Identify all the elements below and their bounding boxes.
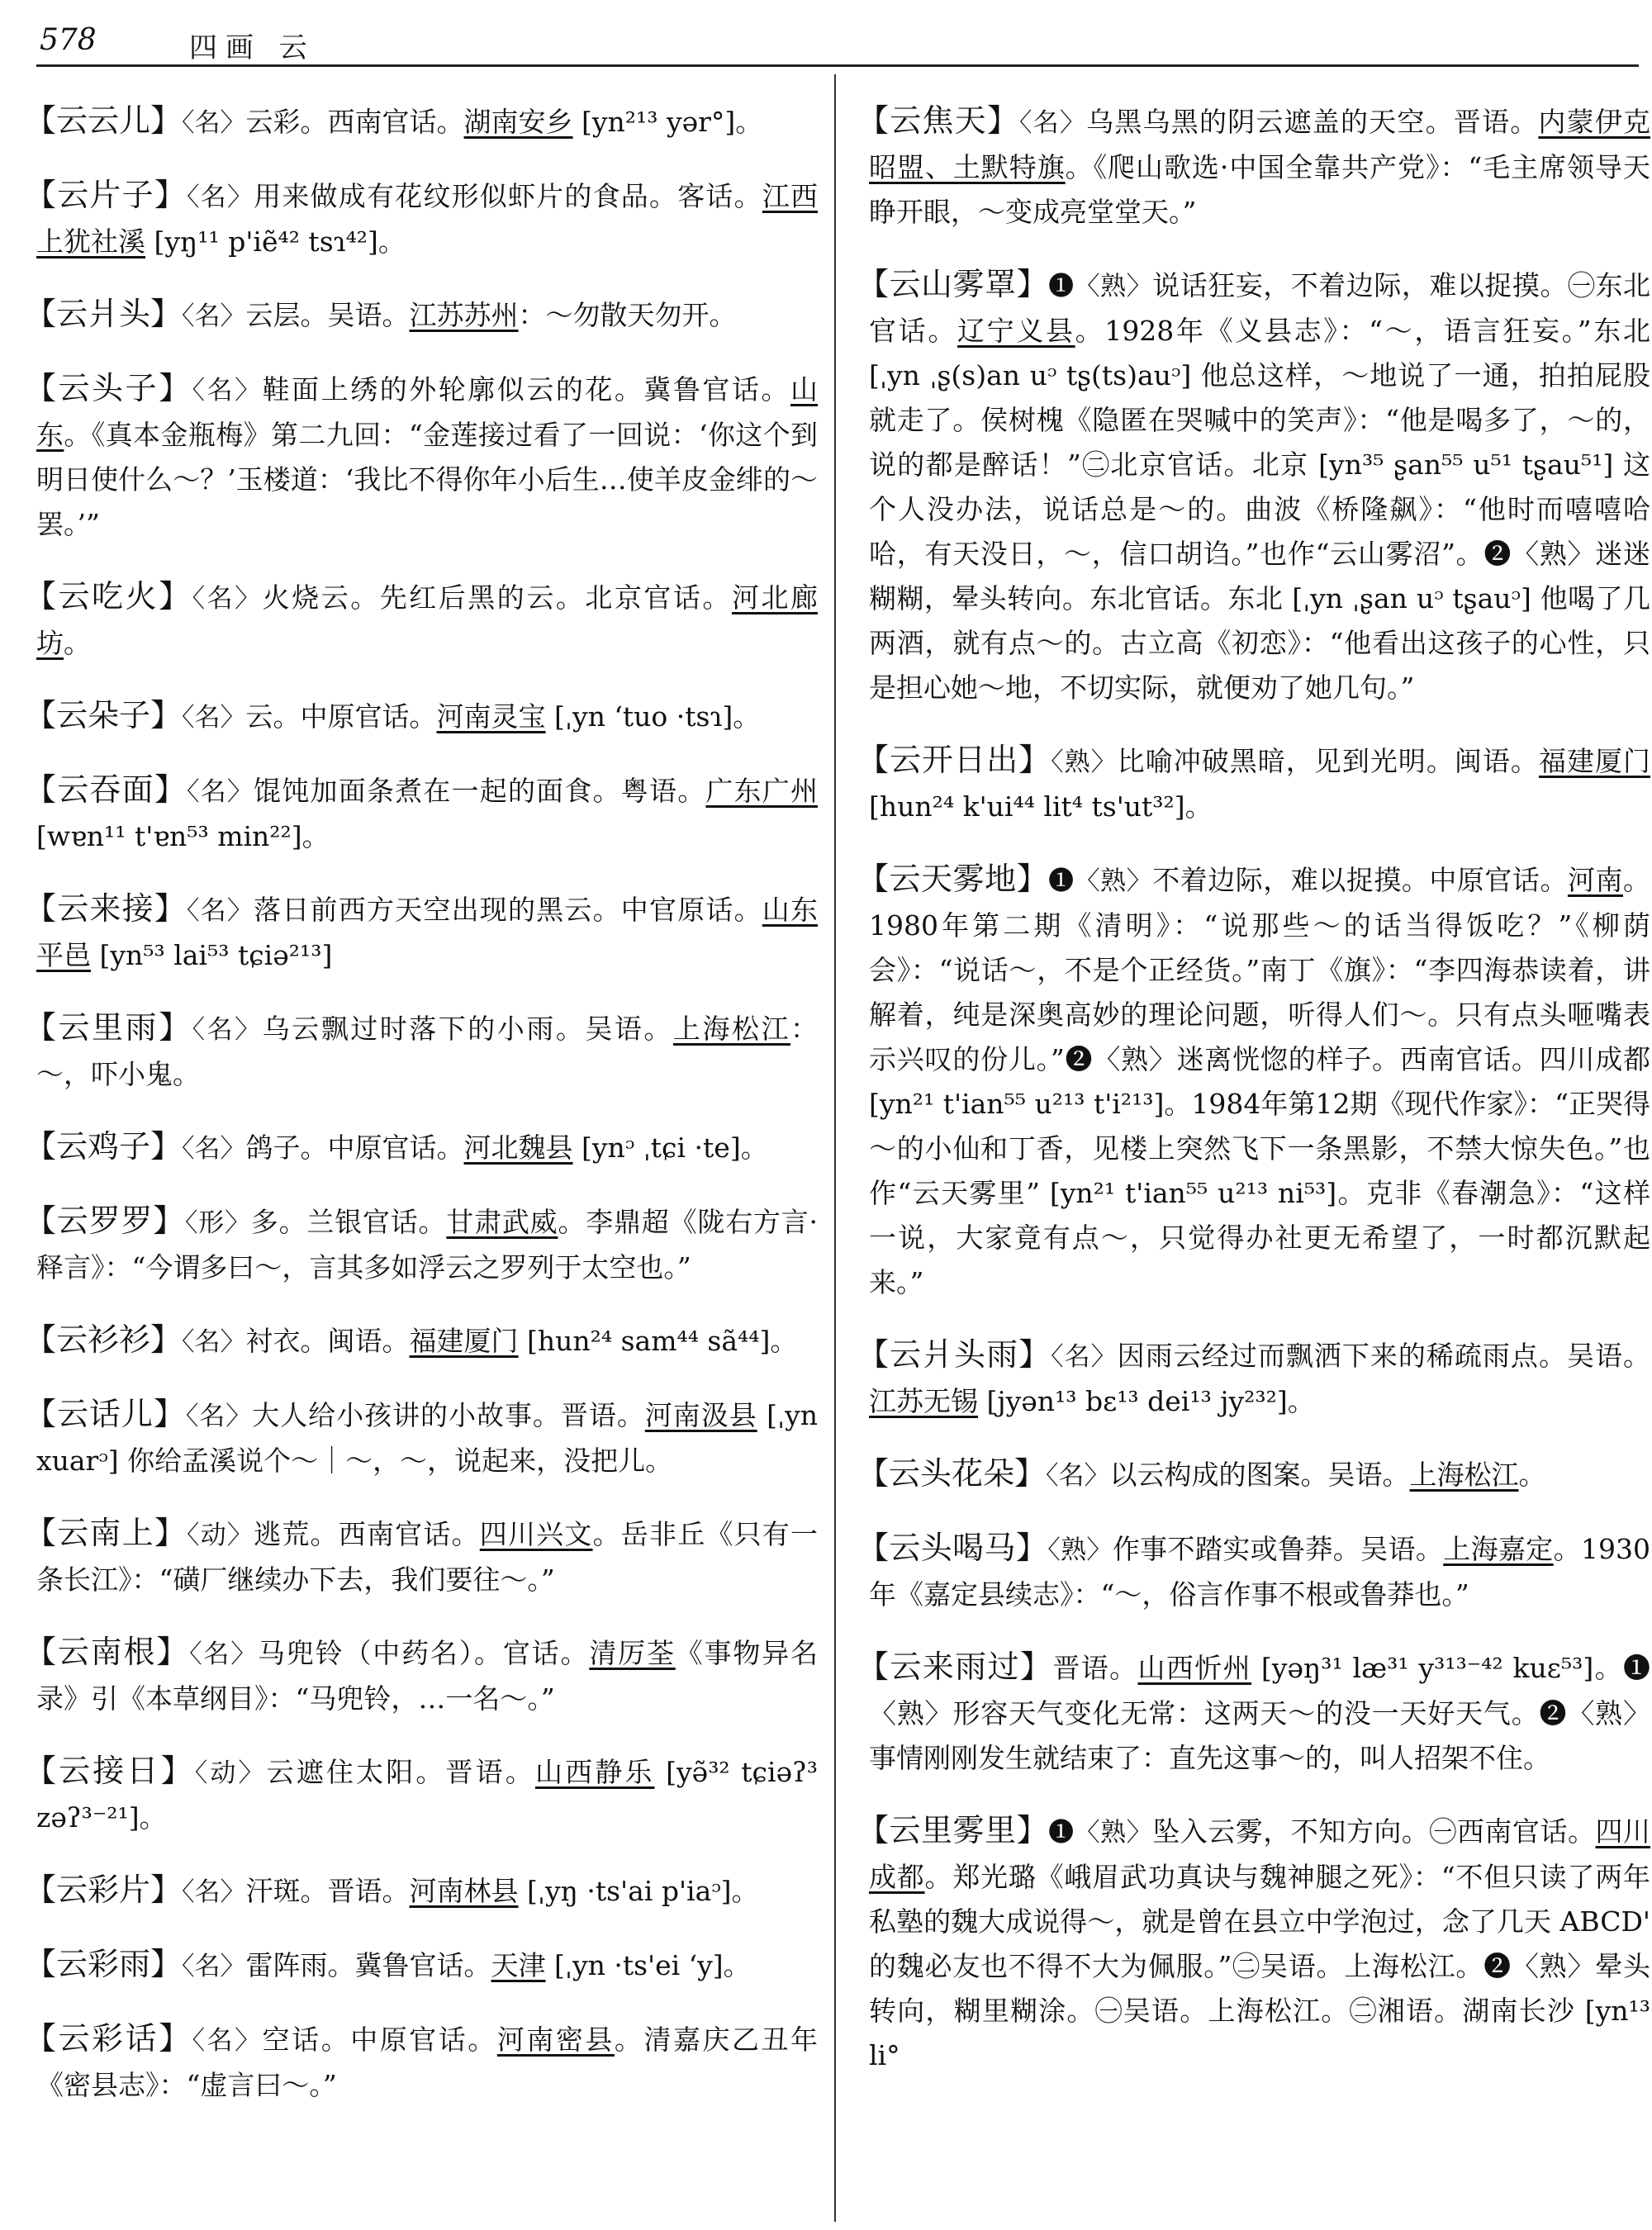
entry-definition: 雷阵雨。冀鲁官话。 bbox=[245, 1949, 491, 1981]
dictionary-entry bbox=[857, 1451, 1650, 1498]
entry-definition: 云层。吴语。 bbox=[245, 299, 410, 331]
entry-headword: 【云罗罗】 bbox=[25, 1203, 185, 1239]
entry-headword: 【云吃火】 bbox=[25, 578, 192, 614]
entry-location: 江西上犹社溪 bbox=[36, 180, 818, 258]
entry-location: 河南汲县 bbox=[644, 1399, 757, 1431]
part-of-speech: 〈形〉 bbox=[184, 1208, 251, 1238]
entry-location: 四川兴文 bbox=[479, 1518, 593, 1550]
entry-definition: 以云构成的图案。吴语。 bbox=[1109, 1459, 1410, 1491]
dictionary-entry bbox=[25, 1942, 818, 1989]
entry-detail: 。 bbox=[1518, 1459, 1546, 1491]
entry-detail: 。1980年第二期《清明》：“说那些～的话当得饭吃？”《柳荫会》：“说话～，不是个正经货。”南丁《旗》：“李四海恭读着，讲解着，纯是深奥高妙的理论问题，听得人们～。只有点头咂嘴表示兴叹的份儿。”❷〈熟〉迷离恍惚的样子。西南官话。四川成都 [yn²¹ t'ian⁵⁵ u²¹³ t'i²¹³]。1984年第12期《现代作家》：“正哭得～的小仙和丁香，见楼上突然飞下一条黑影，不禁大惊失色。”也作“云天雾里” [yn²¹ t'ian⁵⁵ u²¹³ ni⁵³]。克非《春潮急》：“这样一说，大家竟有点～，只觉得办社更无希望了，一时都沉默起来。” bbox=[869, 864, 1651, 1298]
entry-headword: 【云彩雨】 bbox=[25, 1946, 183, 1982]
dictionary-entry bbox=[857, 738, 1650, 829]
dictionary-entry bbox=[857, 98, 1650, 235]
entry-headword: 【云来雨过】 bbox=[857, 1649, 1053, 1685]
entry-detail: [ynᵓ ˌtɕi ·te]。 bbox=[572, 1132, 768, 1164]
page-number: 578 bbox=[40, 23, 97, 57]
dictionary-entry bbox=[25, 1392, 818, 1483]
dictionary-entry bbox=[25, 1317, 818, 1364]
entry-detail: [yəŋ³¹ læ³¹ y³¹³⁻⁴² kuɛ⁵³]。❶〈熟〉形容天气变化无常：这两天～的没一天好天气。❷〈熟〉事情刚刚发生就结束了：直先这事～的，叫人招架不住。 bbox=[869, 1652, 1650, 1774]
right-column bbox=[857, 71, 1650, 2088]
part-of-speech: 〈动〉 bbox=[187, 1521, 254, 1550]
entry-headword: 【云片子】 bbox=[25, 177, 188, 213]
entry-location: 河北魏县 bbox=[463, 1132, 573, 1164]
entry-detail: [yə̃³² tɕiəʔ³ zəʔ³⁻²¹]。 bbox=[36, 1756, 819, 1834]
entry-headword: 【云南上】 bbox=[25, 1515, 188, 1551]
dictionary-entry bbox=[25, 1198, 818, 1290]
dictionary-entry bbox=[25, 886, 818, 978]
entry-definition: 用来做成有花纹形似虾片的食品。客话。 bbox=[254, 180, 762, 212]
entry-detail: [ˌyŋ ·ts'ai p'iaᵓ]。 bbox=[518, 1875, 759, 1907]
entry-definition: 鸽子。中原官话。 bbox=[245, 1132, 464, 1164]
entry-definition: 作事不踏实或鲁莽。吴语。 bbox=[1112, 1533, 1444, 1565]
dictionary-entry bbox=[25, 767, 818, 859]
part-of-speech: 〈名〉 bbox=[185, 1402, 253, 1431]
entry-detail: [ˌyn ·ts'ei ʻy]。 bbox=[545, 1949, 751, 1981]
entry-location: 福建厦门 bbox=[1538, 745, 1651, 777]
entry-location: 江苏无锡 bbox=[869, 1385, 978, 1417]
entry-detail: [hun²⁴ k'ui⁴⁴ lit⁴ ts'ut³²]。 bbox=[869, 790, 1213, 823]
entry-headword: 【云云儿】 bbox=[25, 102, 183, 139]
entry-definition: 马兜铃（中药名）。官话。 bbox=[258, 1637, 590, 1669]
entry-detail: 。《爬山歌选·中国全靠共产党》：“毛主席领导天睁开眼，～变成亮堂堂天。” bbox=[869, 151, 1650, 228]
entry-definition: 汗斑。晋语。 bbox=[245, 1875, 410, 1907]
entry-detail: 。 bbox=[64, 627, 91, 659]
entry-detail: ：～，吓小鬼。 bbox=[36, 1013, 818, 1090]
entry-headword: 【云里雾里】 bbox=[857, 1812, 1049, 1848]
entry-detail: [ˌyn xuarᵓ] 你给孟溪说个～｜～，～，说起来，没把儿。 bbox=[36, 1399, 818, 1477]
part-of-speech: 〈名〉 bbox=[192, 2026, 263, 2056]
entry-detail: 。岳非丘《只有一条长江》：“磺厂继续办下去，我们要往～。” bbox=[36, 1518, 818, 1596]
dictionary-entry bbox=[25, 574, 818, 666]
part-of-speech: 〈名〉 bbox=[182, 108, 246, 138]
entry-headword: 【云南根】 bbox=[25, 1634, 190, 1670]
part-of-speech: ❶〈熟〉 bbox=[1048, 272, 1153, 301]
dictionary-entry bbox=[25, 1867, 818, 1914]
part-of-speech: 〈名〉 bbox=[187, 896, 254, 926]
entry-definition: 火烧云。先红后黑的云。北京官话。 bbox=[262, 581, 732, 614]
part-of-speech: 〈动〉 bbox=[194, 1758, 267, 1788]
dictionary-entry bbox=[25, 2016, 818, 2108]
entry-definition: 说话狂妄，不着边际，难以捉摸。㊀东北官话。 bbox=[869, 269, 1650, 347]
part-of-speech: ❶〈熟〉 bbox=[1048, 866, 1153, 896]
entry-definition: 逃荒。西南官话。 bbox=[254, 1518, 480, 1550]
entry-detail: 。清嘉庆乙丑年《密县志》：“虚言曰～。” bbox=[36, 2024, 819, 2101]
entry-location: 湖南安乡 bbox=[463, 106, 573, 138]
dictionary-entry bbox=[25, 292, 818, 339]
dictionary-entry bbox=[25, 1511, 818, 1602]
dictionary-entry bbox=[25, 173, 818, 264]
column-divider bbox=[834, 74, 836, 2222]
entry-headword: 【云话儿】 bbox=[25, 1396, 186, 1432]
entry-headword: 【云爿头】 bbox=[25, 296, 183, 332]
dictionary-entry bbox=[25, 1630, 818, 1721]
entry-headword: 【云爿头雨】 bbox=[857, 1336, 1051, 1373]
entry-detail: [yn²¹³ yər°]。 bbox=[572, 106, 763, 138]
entry-definition: 大人给小孩讲的小故事。晋语。 bbox=[252, 1399, 645, 1431]
entry-headword: 【云朵子】 bbox=[25, 697, 183, 733]
entry-headword: 【云彩片】 bbox=[25, 1872, 183, 1908]
part-of-speech: 〈名〉 bbox=[182, 703, 246, 733]
entry-location: 河北廊坊 bbox=[36, 581, 819, 659]
entry-definition: 晋语。 bbox=[1052, 1652, 1138, 1684]
entry-location: 河南密县 bbox=[496, 2024, 615, 2056]
left-column bbox=[25, 71, 818, 2118]
part-of-speech: ❶〈熟〉 bbox=[1048, 1818, 1153, 1848]
entry-headword: 【云彩话】 bbox=[25, 2020, 192, 2057]
entry-location: 上海松江 bbox=[1409, 1459, 1519, 1491]
entry-headword: 【云焦天】 bbox=[857, 102, 1020, 139]
entry-location: 四川成都 bbox=[869, 1815, 1651, 1893]
entry-definition: 乌黑乌黑的阴云遮盖的天空。晋语。 bbox=[1086, 106, 1539, 138]
entry-definition: 因雨云经过而飘洒下来的稀疏雨点。吴语。 bbox=[1117, 1340, 1650, 1372]
entry-headword: 【云里雨】 bbox=[25, 1009, 192, 1046]
entry-location: 上海嘉定 bbox=[1443, 1533, 1554, 1565]
part-of-speech: 〈名〉 bbox=[182, 1952, 246, 1981]
entry-location: 清厉荃 bbox=[589, 1637, 676, 1669]
entry-detail: 《事物异名录》引《本草纲目》：“马兜铃，…一名～。” bbox=[36, 1637, 819, 1715]
entry-headword: 【云头花朵】 bbox=[857, 1455, 1047, 1492]
entry-location: 河南林县 bbox=[409, 1875, 519, 1907]
entry-headword: 【云接日】 bbox=[25, 1753, 195, 1789]
dictionary-entry bbox=[25, 1124, 818, 1171]
dictionary-entry bbox=[25, 693, 818, 740]
entry-definition: 落日前西方天空出现的黑云。中官原话。 bbox=[254, 894, 762, 926]
entry-detail: ：～勿散天勿开。 bbox=[518, 299, 737, 331]
section-title: 四画 云 bbox=[189, 31, 316, 64]
part-of-speech: 〈名〉 bbox=[192, 376, 263, 406]
entry-headword: 【云头喝马】 bbox=[857, 1530, 1048, 1566]
dictionary-entry bbox=[857, 1808, 1650, 2078]
dictionary-entry bbox=[25, 1005, 818, 1097]
entry-definition: 不着边际，难以捉摸。中原官话。 bbox=[1152, 864, 1568, 896]
entry-location: 山东平邑 bbox=[36, 894, 818, 971]
entry-detail: [jyən¹³ bɛ¹³ dei¹³ jy²³²]。 bbox=[978, 1385, 1315, 1417]
part-of-speech: 〈名〉 bbox=[182, 301, 246, 331]
part-of-speech: 〈名〉 bbox=[187, 183, 254, 212]
page-header bbox=[36, 21, 1639, 68]
entry-detail: [yn⁵³ lai⁵³ tɕiə²¹³] bbox=[91, 939, 333, 971]
entry-detail: 。1928年《义县志》：“～，语言狂妄。”东北 [ˌyn ˌʂ(s)an uᵓ tʂ(ts)auᵓ] 他总这样，～地说了一通，拍拍屁股就走了。侯树槐《隐匿在哭喊中的笑声》：“他是喝多了，～的，说的都是醉话！”㊁北京官话。北京 [yn³⁵ ʂan⁵⁵ u⁵¹ tʂau⁵¹] 这个人没办法，说话总是～的。曲波《桥隆飙》：“他时而嘻嘻哈哈，有天没日，～，信口胡诌。”也作“云山雾沼”。❷〈熟〉迷迷糊糊，晕头转向。东北官话。东北 [ˌyn ˌʂan uᵓ tʂauᵓ] 他喝了几两酒，就有点～的。古立高《初恋》：“他看出这孩子的心性，只是担心她～地，不切实际，就便劝了她几句。” bbox=[869, 315, 1650, 704]
part-of-speech: 〈名〉 bbox=[182, 1327, 246, 1357]
entry-detail: 。郑光璐《峨眉武功真诀与魏神腿之死》：“不但只读了两年私塾的魏大成说得～，就是曾在县立中学泡过，念了几天 ABCD' 的魏必友也不得不大为佩服。”㊁吴语。上海松江。❷〈熟〉晕头转向，糊里糊涂。㊀吴语。上海松江。㊁湘语。湖南长沙 [yn¹³ li° bbox=[869, 1861, 1650, 2071]
entry-definition: 馄饨加面条煮在一起的面食。粤语。 bbox=[254, 775, 706, 807]
entry-definition: 多。兰银官话。 bbox=[250, 1206, 447, 1238]
entry-headword: 【云鸡子】 bbox=[25, 1128, 183, 1165]
entry-detail: 。李鼎超《陇右方言·释言》：“今谓多曰～，言其多如浮云之罗列于太空也。” bbox=[36, 1206, 818, 1283]
entry-detail: [wɐn¹¹ t'ɐn⁵³ min²²]。 bbox=[36, 820, 330, 852]
entry-location: 山西静乐 bbox=[534, 1756, 655, 1788]
entry-detail: 。《真本金瓶梅》第二九回：“金莲接过看了一回说：‘你这个到明日使什么～？’玉楼道：‘我比不得你年小后生…使羊皮金绯的～罢。’” bbox=[36, 419, 818, 540]
header-rule bbox=[36, 64, 1639, 67]
entry-definition: 云彩。西南官话。 bbox=[245, 106, 464, 138]
part-of-speech: 〈名〉 bbox=[1019, 108, 1087, 138]
entry-location: 河南 bbox=[1567, 864, 1624, 896]
entry-location: 福建厦门 bbox=[409, 1325, 519, 1357]
entry-definition: 空话。中原官话。 bbox=[262, 2024, 497, 2056]
dictionary-entry bbox=[25, 1748, 818, 1840]
entry-detail: 。1930年《嘉定县续志》：“～，俗言作事不根或鲁莽也。” bbox=[869, 1533, 1651, 1611]
dictionary-entry bbox=[857, 1644, 1650, 1781]
entry-location: 河南灵宝 bbox=[436, 700, 546, 733]
part-of-speech: 〈熟〉 bbox=[1051, 747, 1118, 777]
entry-headword: 【云天雾地】 bbox=[857, 861, 1049, 897]
entry-detail: [hun²⁴ sam⁴⁴ sã⁴⁴]。 bbox=[518, 1325, 798, 1357]
dictionary-entry bbox=[857, 1332, 1650, 1424]
entry-definition: 鞋面上绣的外轮廓似云的花。冀鲁官话。 bbox=[262, 373, 790, 406]
entry-location: 辽宁义县 bbox=[957, 315, 1075, 347]
part-of-speech: 〈名〉 bbox=[182, 1134, 246, 1164]
entry-location: 江苏苏州 bbox=[409, 299, 519, 331]
entry-headword: 【云来接】 bbox=[25, 890, 188, 927]
entry-definition: 衬衣。闽语。 bbox=[245, 1325, 410, 1357]
entry-location: 广东广州 bbox=[705, 775, 818, 807]
part-of-speech: 〈名〉 bbox=[182, 1877, 246, 1907]
entry-definition: 比喻冲破黑暗，见到光明。闽语。 bbox=[1117, 745, 1539, 777]
entry-location: 天津 bbox=[491, 1949, 546, 1981]
entry-headword: 【云衫衫】 bbox=[25, 1321, 183, 1358]
part-of-speech: 〈名〉 bbox=[1046, 1461, 1110, 1491]
entry-location: 山东 bbox=[36, 373, 818, 451]
part-of-speech: 〈名〉 bbox=[189, 1639, 259, 1669]
entry-detail: [yŋ¹¹ p'iẽ⁴² tsɿ⁴²]。 bbox=[145, 225, 406, 258]
entry-location: 甘肃武威 bbox=[446, 1206, 558, 1238]
entry-location: 内蒙伊克昭盟、土默特旗 bbox=[869, 106, 1650, 183]
entry-definition: 坠入云雾，不知方向。㊀西南官话。 bbox=[1152, 1815, 1596, 1848]
part-of-speech: 〈名〉 bbox=[187, 777, 254, 807]
entry-detail: [ˌyn ʻtuo ·tsɿ]。 bbox=[545, 700, 761, 733]
entry-definition: 云。中原官话。 bbox=[245, 700, 437, 733]
part-of-speech: 〈名〉 bbox=[192, 1015, 263, 1045]
entry-definition: 乌云飘过时落下的小雨。吴语。 bbox=[262, 1013, 673, 1045]
entry-headword: 【云吞面】 bbox=[25, 771, 188, 808]
entry-headword: 【云山雾罩】 bbox=[857, 266, 1049, 302]
dictionary-entry bbox=[25, 98, 818, 145]
part-of-speech: 〈名〉 bbox=[192, 584, 263, 614]
part-of-speech: 〈名〉 bbox=[1051, 1342, 1118, 1372]
entry-headword: 【云头子】 bbox=[25, 370, 192, 406]
dictionary-entry bbox=[25, 366, 818, 547]
entry-location: 山西忻州 bbox=[1137, 1652, 1252, 1684]
dictionary-entry bbox=[857, 856, 1650, 1305]
entry-headword: 【云开日出】 bbox=[857, 742, 1051, 778]
dictionary-entry bbox=[857, 1525, 1650, 1617]
part-of-speech: 〈熟〉 bbox=[1047, 1535, 1113, 1565]
entry-location: 上海松江 bbox=[672, 1013, 790, 1045]
entry-definition: 云遮住太阳。晋语。 bbox=[266, 1756, 535, 1788]
dictionary-entry bbox=[857, 262, 1650, 710]
